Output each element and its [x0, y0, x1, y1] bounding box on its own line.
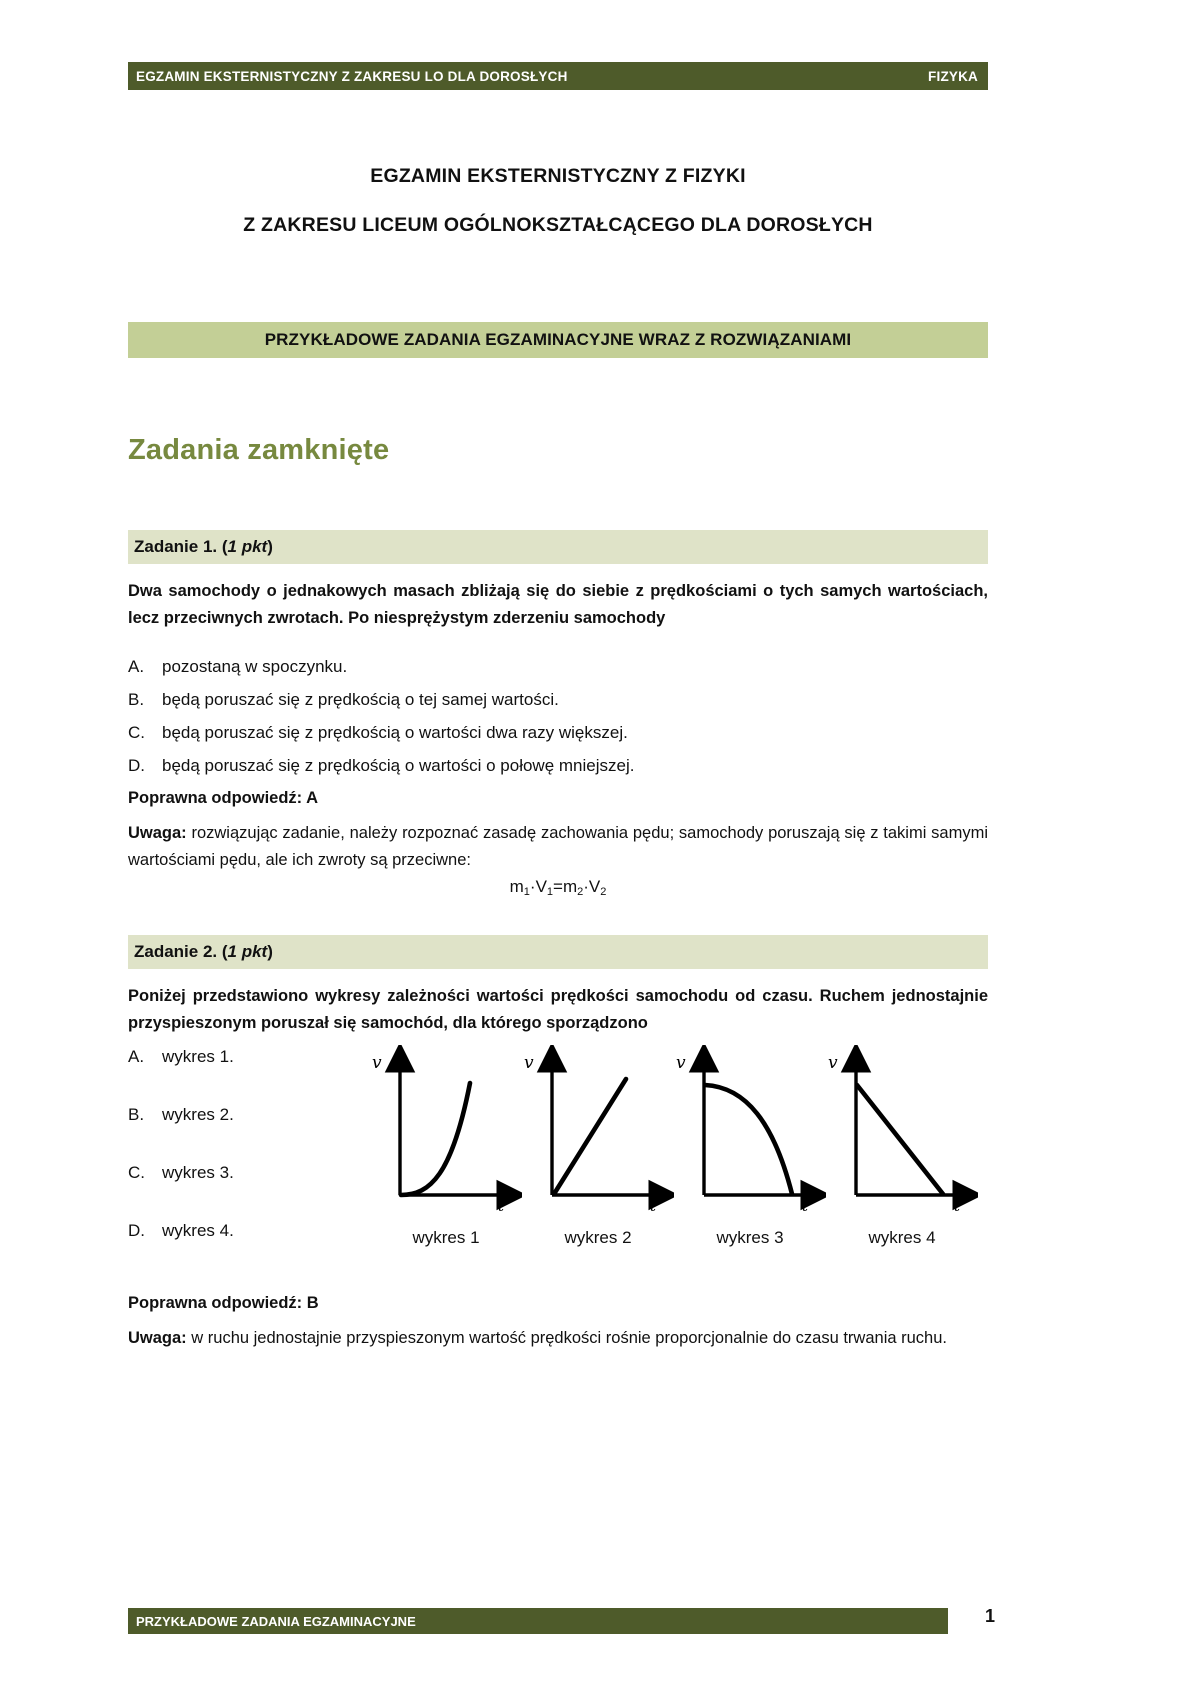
task-1-option-b[interactable]	[128, 683, 768, 716]
task-1-formula	[128, 877, 988, 898]
chart-4-y-axis-label: v	[828, 1053, 838, 1073]
chart-1-svg	[370, 1045, 522, 1220]
option-label: A.	[128, 1047, 145, 1066]
task-2-note	[128, 1325, 988, 1352]
subtitle-banner-text: PRZYKŁADOWE ZADANIA EGZAMINACYJNE WRAZ Z ROZWIĄZANIAMI	[264, 330, 852, 349]
option-label: A.	[128, 657, 145, 676]
title-line-1: EGZAMIN EKSTERNISTYCZNY Z FIZYKI	[370, 165, 746, 187]
task-1-header	[128, 530, 988, 564]
task-2-header-suffix: )	[267, 942, 273, 961]
chart-wykres-4	[826, 1045, 978, 1245]
chart-wykres-2	[522, 1045, 674, 1245]
task-2-note-text: w ruchu jednostajnie przyspieszonym wartość prędkości rośnie proporcjonalnie do czasu trwania ruchu.	[186, 1329, 947, 1347]
task-1-note	[128, 820, 988, 873]
footer-bar	[128, 1608, 948, 1634]
option-text: będą poruszać się z prędkością o wartości dwa razy większej.	[162, 723, 628, 743]
chart-2-y-axis-label: v	[524, 1053, 534, 1073]
chart-3-svg	[674, 1045, 826, 1220]
chart-3-caption: wykres 3	[716, 1228, 784, 1247]
option-text: wykres 3.	[162, 1163, 234, 1182]
option-label: B.	[128, 690, 145, 710]
velocity-time-graphs	[370, 1045, 990, 1245]
chart-2-svg	[522, 1045, 674, 1220]
task-1-options	[128, 650, 768, 783]
option-text: pozostaną w spoczynku.	[162, 657, 348, 676]
task-1-note-text: rozwiązując zadanie, należy rozpoznać zasadę zachowania pędu; samochody poruszają się z takimi samymi wartościami pędu, ale ich zwroty są przeciwne:	[128, 824, 988, 869]
option-label: C.	[128, 723, 145, 743]
option-text: będą poruszać się z prędkością o wartości o połowę mniejszej.	[162, 756, 635, 776]
option-label: B.	[128, 1105, 145, 1124]
task-1-stem: Dwa samochody o jednakowych masach zbliżają się do siebie z prędkościami o tych samych wartościach, lecz przeciwnych zwrotach. Po niesprężystym zderzeniu samochody	[128, 582, 988, 627]
running-header-left-text: EGZAMIN EKSTERNISTYCZNY Z ZAKRESU LO DLA DOROSŁYCH	[136, 68, 568, 84]
chart-1-x-axis-label: t	[498, 1197, 505, 1215]
option-label: C.	[128, 1163, 145, 1182]
chart-wykres-3	[674, 1045, 826, 1245]
task-1-formula-text: $m_1\cdot V_1=m_2\cdot V_2$	[509, 877, 607, 898]
task-1-option-c[interactable]	[128, 716, 768, 749]
option-label: D.	[128, 756, 145, 776]
footer-text: PRZYKŁADOWE ZADANIA EGZAMINACYJNE	[136, 1613, 416, 1629]
chart-wykres-1	[370, 1045, 522, 1245]
section-heading: Zadania zamknięte	[128, 434, 390, 466]
task-1-note-label: Uwaga:	[128, 824, 187, 842]
chart-4-caption: wykres 4	[868, 1228, 936, 1247]
task-2-note-label: Uwaga:	[128, 1329, 187, 1347]
chart-3-x-axis-label: t	[802, 1197, 809, 1215]
task-2-stem: Poniżej przedstawiono wykresy zależności wartości prędkości samochodu od czasu. Ruchem jednostajnie przyspieszonym poruszał się samochód, dla którego sporządzono	[128, 987, 988, 1032]
chart-1-caption: wykres 1	[412, 1228, 480, 1247]
document-title	[128, 165, 988, 237]
title-line-2: Z ZAKRESU LICEUM OGÓLNOKSZTAŁCĄCEGO DLA DOROSŁYCH	[243, 214, 873, 236]
running-header-subject: FIZYKA	[928, 68, 978, 84]
task-2-correct-answer: Poprawna odpowiedź: B	[128, 1294, 319, 1312]
option-label: D.	[128, 1221, 145, 1240]
task-2-option-d[interactable]	[128, 1222, 368, 1280]
chart-4-svg	[826, 1045, 978, 1220]
running-header	[128, 62, 988, 90]
task-1-option-a[interactable]	[128, 650, 768, 683]
chart-2-x-axis-label: t	[650, 1197, 657, 1215]
chart-1-y-axis-label: v	[372, 1053, 382, 1073]
task-1-header-suffix: )	[267, 537, 273, 556]
page-number: 1	[985, 1606, 996, 1626]
task-1-option-d[interactable]	[128, 749, 768, 782]
task-2-header	[128, 935, 988, 969]
task-1-points: 1 pkt	[227, 537, 268, 556]
task-1-header-prefix: Zadanie 1. (	[134, 537, 228, 556]
task-2-option-c[interactable]	[128, 1164, 368, 1222]
option-text: będą poruszać się z prędkością o tej samej wartości.	[162, 690, 559, 710]
task-2-points: 1 pkt	[227, 942, 268, 961]
task-2-options	[128, 1048, 368, 1280]
option-text: wykres 2.	[162, 1105, 234, 1124]
task-2-header-prefix: Zadanie 2. (	[134, 942, 228, 961]
chart-2-caption: wykres 2	[564, 1228, 632, 1247]
task-1-correct-answer: Poprawna odpowiedź: A	[128, 789, 319, 807]
option-text: wykres 4.	[162, 1221, 234, 1240]
option-text: wykres 1.	[162, 1047, 234, 1066]
task-2-option-a[interactable]	[128, 1048, 368, 1106]
subtitle-banner	[128, 322, 988, 358]
chart-4-x-axis-label: t	[954, 1197, 961, 1215]
task-2-option-b[interactable]	[128, 1106, 368, 1164]
chart-3-y-axis-label: v	[676, 1053, 686, 1073]
